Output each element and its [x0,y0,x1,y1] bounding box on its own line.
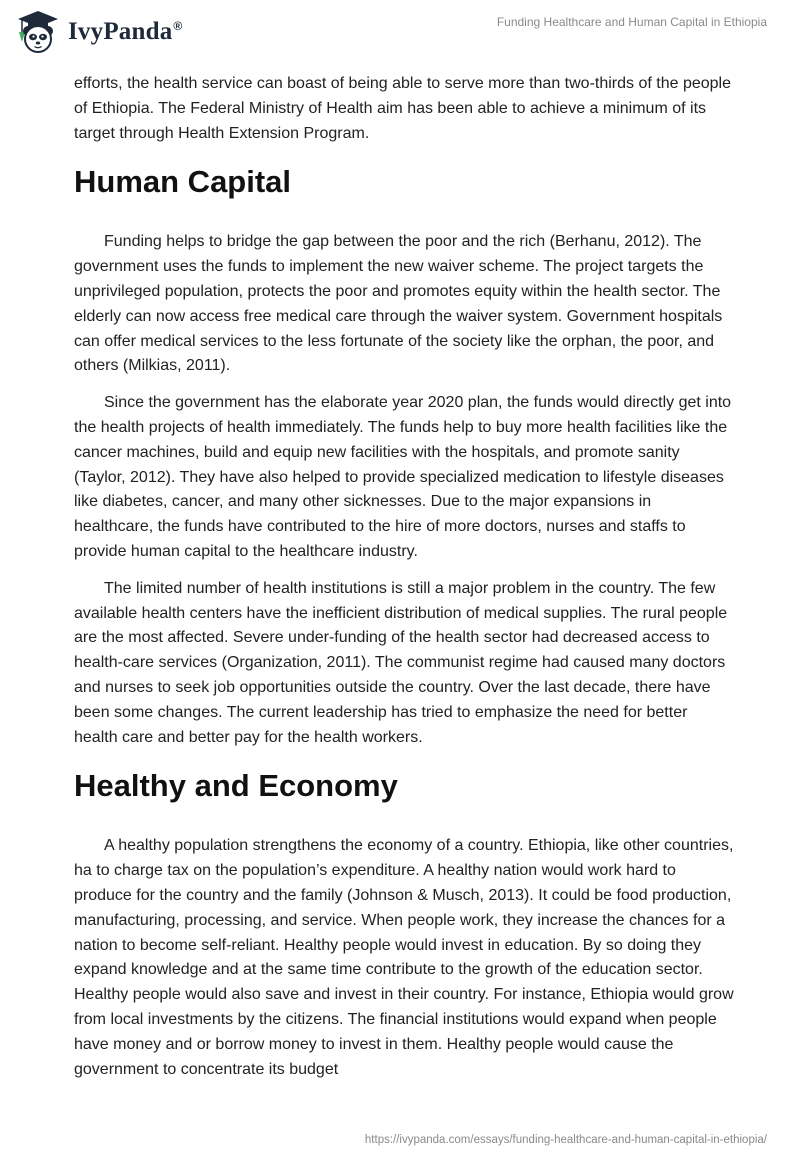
essay-body [74,72,734,1094]
paragraph: Since the government has the elaborate year 2020 plan, the funds would directly get into the health projects of health immediately. The funds help to buy more health facilities like the cancer machines, build and equip new facilities with the hospitals, and promote sanity (Taylor, 2012). They have also helped to provide specialized medication to lifestyle diseases like diabetes, cancer, and many other sicknesses. Due to the major expansions in healthcare, the funds have contributed to the hire of more doctors, nurses and staffs to provide human capital to the healthcare industry. [74,394,732,560]
panda-graduate-icon [14,8,62,56]
paragraph: A healthy population strengthens the economy of a country. Ethiopia, like other countries, ha to charge tax on the population’s expenditure. A healthy nation would work hard to produce for the country and the family (Johnson & Musch, 2013). It could be food production, manufacturing, processing, and service. When people work, they increase the chances for a nation to become self-reliant. Healthy people would invest in education. By so doing they expand knowledge and at the same time contribute to the growth of the education sector. Healthy people would also save and invest in their country. For instance, Ethiopia would grow from local investments by the citizens. The financial institutions would expand when people have money and or borrow money to invest in them. Healthy people would cause the government to concentrate its budget [74,837,734,1078]
page-header [0,0,800,70]
brand-name: IvyPanda® [68,18,183,45]
paragraph: Funding helps to bridge the gap between the poor and the rich (Berhanu, 2012). The government uses the funds to implement the new waiver scheme. The project targets the unprivileged population, protects the poor and promotes equity within the health sector. The elderly can now access free medical care through the waiver system. Government hospitals can offer medical services to the less fortunate of the society like the orphan, the poor, and others (Milkias, 2011). [74,233,723,375]
paragraph: The limited number of health institutions is still a major problem in the country. The few available health centers have the inefficient distribution of medical supplies. The rural people are the most affected. Severe under-funding of the health sector had decreased access to health-care services (Organization, 2011). The communist regime had caused many doctors and nurses to seek job opportunities outside the country. Over the last decade, there have been some changes. The current leadership has tried to emphasize the need for better health care and better pay for the health workers. [74,579,728,746]
source-url[interactable]: https://ivypanda.com/essays/funding-healthcare-and-human-capital-in-ethiopia/ [364,1134,767,1146]
document-title: Funding Healthcare and Human Capital in Ethiopia [496,15,767,29]
intro-paragraph: efforts, the health service can boast of being able to serve more than two-thirds of the people of Ethiopia. The Federal Ministry of Health aim has been able to achieve a minimum of its target through Health Extension Program. [74,75,731,142]
brand-logo[interactable] [14,8,182,56]
section-heading-healthy-and-economy: Healthy and Economy [74,768,398,804]
section-heading-human-capital: Human Capital [74,164,292,200]
